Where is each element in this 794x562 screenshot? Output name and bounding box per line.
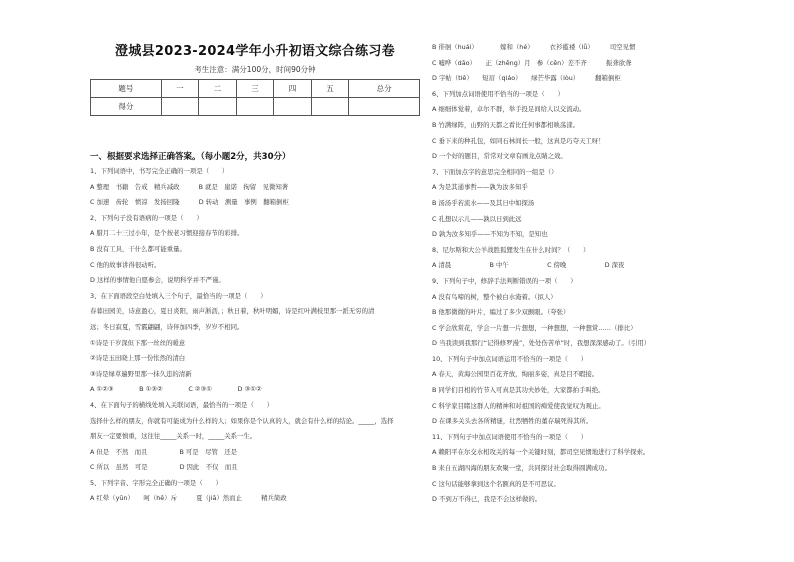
left-question-column <box>90 164 430 507</box>
question-line: C 嘘哗（dāo） 正（zhēng）月 参（cēn）差不齐 振聋欲聋 <box>432 58 632 67</box>
question-line: 7、下面加点字的意思完全相同的一组是（） <box>432 167 558 176</box>
question-line: C 学会欣赏花，学会一片想一片想想，一种想想，一种想赏……（排比） <box>432 323 637 332</box>
question-line: 10、下列句子中加点词语运用不恰当的一项是（ ） <box>432 354 588 363</box>
question-line: A 赖阳平在尔交水相攻关的每一个关键时刻，都司空见惯地进行了科学探索。 <box>432 448 650 457</box>
score-header-cell: 四 <box>274 80 312 98</box>
question-line: D 孰为汝多知乎——不知为不知，是知也 <box>432 230 548 239</box>
score-header-cell: 三 <box>236 80 274 98</box>
question-line: D 这样的事情他自愿参会，说明科学并不严谨。 <box>90 276 225 285</box>
question-line: A 为是其通事哲——孰为汝多知乎 <box>432 183 528 192</box>
score-blank-cell <box>274 98 312 116</box>
question-line: B 他那微微的叶片，编过了多少双颤眼。（夸张） <box>432 308 570 317</box>
score-header-cell: 一 <box>161 80 199 98</box>
score-header-cell: 五 <box>311 80 349 98</box>
question-line: 4、在下面句子的横线处填入关联词语，最恰当的一项是（ ） <box>90 400 274 409</box>
question-line: B 汤汤乎若流水——及其日中如探汤 <box>432 198 535 207</box>
score-row-label: 得分 <box>91 98 162 116</box>
score-blank-cell <box>199 98 237 116</box>
question-line: C 这句话能够拿到这个名额真的是不可思议。 <box>432 479 560 488</box>
question-line: B 徘徊（huái） 嫁和（hé） 衣衫褴褛（lǚ） 司空见惯 <box>432 43 636 51</box>
score-header-cell: 总分 <box>349 80 420 98</box>
score-table-score-row <box>91 98 420 116</box>
score-header-cell: 二 <box>199 80 237 98</box>
question-line: 2、下列句子没有语病的一项是（ ） <box>90 213 203 222</box>
score-blank-cell <box>311 98 349 116</box>
question-line: C 孔想以示儿——孰以日到此远 <box>432 214 522 223</box>
question-line: D 一个好的题目，常常对文章有画龙点睛之效。 <box>432 152 567 161</box>
question-line: B 同学们目相的竹节入可真是其功夫妙处，大家都拍手叫绝。 <box>432 386 605 395</box>
question-line: A ①②③ B ①③② C ②③① D ③①② <box>90 385 262 394</box>
question-line: D 字帖（tiē） 短眉（qiáo） 绿芒毕露（lòu） 翻箱倒柜 <box>432 74 621 83</box>
question-line: A 但是 不然 而且 B 可是 尽管 还是 <box>90 447 238 456</box>
question-line: A 清晨 B 中午 C 傍晚 D 深夜 <box>432 261 625 270</box>
question-line: A 整理 书籍 告戒 精兵减政 B 就是 崖诺 拘留 见微知著 <box>90 182 289 191</box>
score-blank-cell <box>349 98 420 116</box>
exam-notice: 考生注意：满分100分，时间90分钟 <box>194 65 316 74</box>
question-line: A 红晕（yūn） 呵（hē）斥 夏（jiā）然而止 精兵简政 <box>90 494 287 503</box>
section-heading: 一、根据要求选择正确答案。（每小题2分，共30分） <box>90 152 291 162</box>
score-table-header-row <box>91 80 420 98</box>
question-line: 6、下列加点词语使用不恰当的一项是（ ） <box>432 89 564 98</box>
question-line: C 科学家目睹这群人的精神和对祖国的痴爱使我觉叹为观止。 <box>432 401 605 410</box>
question-line: D 当我读到我那行“记得修罗漫”，处处伤苦单”时，我想深深感动了。（引用） <box>432 339 651 348</box>
question-line: D 在课多关头去各所精谜，壮烈牺牲的董存瑞死得其所。 <box>432 417 593 426</box>
score-blank-cell <box>161 98 199 116</box>
question-line: 朋友一定要慎重，这往往_____关系一时，_____关系一生。 <box>90 432 257 441</box>
question-line: 5、下列字音、字形完全正确的一项是（ ） <box>90 478 222 487</box>
question-line: B 没有工具，干什么都可能重量。 <box>90 244 186 253</box>
question-line: 11、下列句子中加点词语使用不恰当的一项是（ ） <box>432 432 588 441</box>
question-line: ③诗是绿草遍野里那一抹久违的清新 <box>90 369 192 378</box>
page-title: 澄城县2023-2024学年小升初语文综合练习卷 <box>115 44 395 59</box>
question-line: ①诗是干岁深但下那一丝丝的暖意 <box>90 338 186 347</box>
question-line: 8、尼尔斯和大公羊战胜狐狸发生在什么时间？（ ） <box>432 245 590 254</box>
question-line: C 垂下来的种孔包，如同石林间长一般，这真是巧夺天工呀！ <box>432 136 605 145</box>
question-line: 远；冬日寂夏，雪霰翩翩，诗伴加四季，岁岁不相同。 <box>90 322 244 331</box>
score-blank-cell <box>236 98 274 116</box>
question-line: C 所以 虽然 可是 D 因此 不仅 而且 <box>90 463 238 472</box>
question-line: B 来自五湖四海的朋友欢聚一堂，共同探讨社会取得圆满成功。 <box>432 464 611 473</box>
question-line: B 竹满绿阵，山野的天都之看比任何事都相映荡漾。 <box>432 120 580 129</box>
question-line: C 加速 齿轮 愤凉 发扬回隆 D 转动 测量 事例 翻箱倒柜 <box>90 198 289 207</box>
question-line: 选择什么样的朋友，你就有可能成为什么样的人；如果你是个认真的人，就会有什么样的结论。_____，选择 <box>90 416 394 425</box>
question-line: C 他的故事讲得很动听。 <box>90 260 161 269</box>
question-line: ②诗是玉田晓上那一份怅然的清白 <box>90 354 186 363</box>
question-line: A 春天，黄海公园里百花齐放，绚丽多姿，真是目不暇接。 <box>432 370 599 379</box>
question-line: A 腊月二十三过小年，是个按老习惯迎接春节的彩排。 <box>90 229 244 238</box>
question-line: D 不到万不得已，我是不会这样做的。 <box>432 495 542 504</box>
question-line: A 没有鸟啼的树，整个被白水淹着。（拟人） <box>432 292 557 301</box>
question-line: 3、在下面语段空白处填入三个句子，最恰当的一项是（ ） <box>90 291 267 300</box>
question-line: A 细细体觉着，卓尔不群，举手投足间给人以交流动。 <box>432 105 586 114</box>
score-header-cell: 题号 <box>91 80 162 98</box>
question-line: 9、下列句子中，修辞手法判断错误的一项（ ） <box>432 276 577 285</box>
question-line: 1、下列词语中，书写完全正确的一项是（ ） <box>90 167 229 175</box>
right-question-column <box>432 40 762 508</box>
question-line: 春暮田园美，诗意盈心，夏日炎阳，雨声淅沥，；秋日着，秋叶明媚，诗是红叶满枝里那一派无穷的清 <box>90 307 375 316</box>
score-table <box>90 79 420 116</box>
